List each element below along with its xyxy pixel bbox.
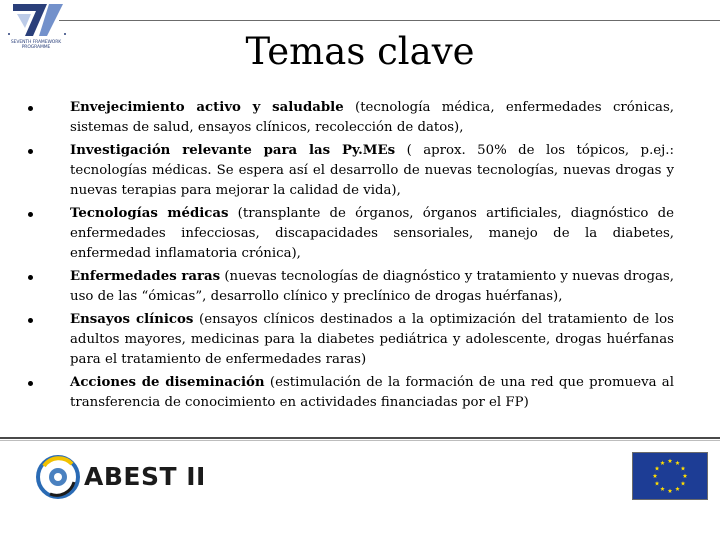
bullet-icon bbox=[28, 106, 33, 111]
list-item-text: (nuevas tecnologías de diagnóstico y tratamiento y nuevas drogas, uso de las “ómicas”, desarrollo clínico y preclínico de drogas huérfanas), bbox=[70, 269, 674, 304]
list-item-text: ( aprox. 50% de los tópicos, p.ej.: tecnologías médicas. Se espera así el desarrollo de nuevas tecnologías, nuevas drogas y nuevas terapias para mejorar la calidad de vida), bbox=[70, 143, 674, 198]
bottom-divider-thin bbox=[0, 440, 720, 441]
list-item bbox=[28, 98, 674, 138]
eu-flag-icon bbox=[632, 452, 708, 500]
top-divider bbox=[59, 20, 720, 21]
list-item-text: (transplante de órganos, órganos artificiales, diagnóstico de enfermedades infecciosas, discapacidades sensoriales, manejo de la diabetes, enfermedad inflamatoria crónica), bbox=[70, 206, 674, 261]
fp7-logo-line2: PROGRAMME bbox=[21, 45, 51, 50]
list-item bbox=[28, 267, 674, 307]
bottom-divider bbox=[0, 437, 720, 439]
list-item bbox=[28, 373, 674, 413]
list-item bbox=[28, 204, 674, 264]
list-item-heading: Ensayos clínicos bbox=[70, 312, 194, 327]
list-item-heading: Tecnologías médicas bbox=[70, 206, 229, 221]
bullet-icon bbox=[28, 381, 33, 386]
bullet-icon bbox=[28, 212, 33, 217]
list-item-heading: Envejecimiento activo y saludable bbox=[70, 100, 344, 115]
list-item bbox=[28, 310, 674, 370]
fp7-logo-line1: SEVENTH FRAMEWORK bbox=[10, 40, 62, 45]
list-item-text: (estimulación de la formación de una red que promueva al transferencia de conocimiento en actividades financiadas por el FP) bbox=[70, 375, 674, 410]
list-item-text: (tecnología médica, enfermedades crónicas, sistemas de salud, ensayos clínicos, recolección de datos), bbox=[70, 100, 674, 135]
bullet-list bbox=[28, 98, 674, 416]
bullet-icon bbox=[28, 275, 33, 280]
list-item bbox=[28, 141, 674, 201]
bullet-icon bbox=[28, 318, 33, 323]
abest-logo-text: ABEST II bbox=[84, 462, 206, 491]
list-item-heading: Investigación relevante para las Py.MEs bbox=[70, 143, 396, 158]
list-item-text: (ensayos clínicos destinados a la optimización del tratamiento de los adultos mayores, medicinas para la diabetes pediátrica y adolescente, drogas huérfanas para el tratamiento de enfermedades raras) bbox=[70, 312, 674, 367]
bullet-icon bbox=[28, 149, 33, 154]
list-item-heading: Acciones de diseminación bbox=[70, 375, 265, 390]
list-item-heading: Enfermedades raras bbox=[70, 269, 221, 284]
page-title: Temas clave bbox=[245, 30, 475, 73]
